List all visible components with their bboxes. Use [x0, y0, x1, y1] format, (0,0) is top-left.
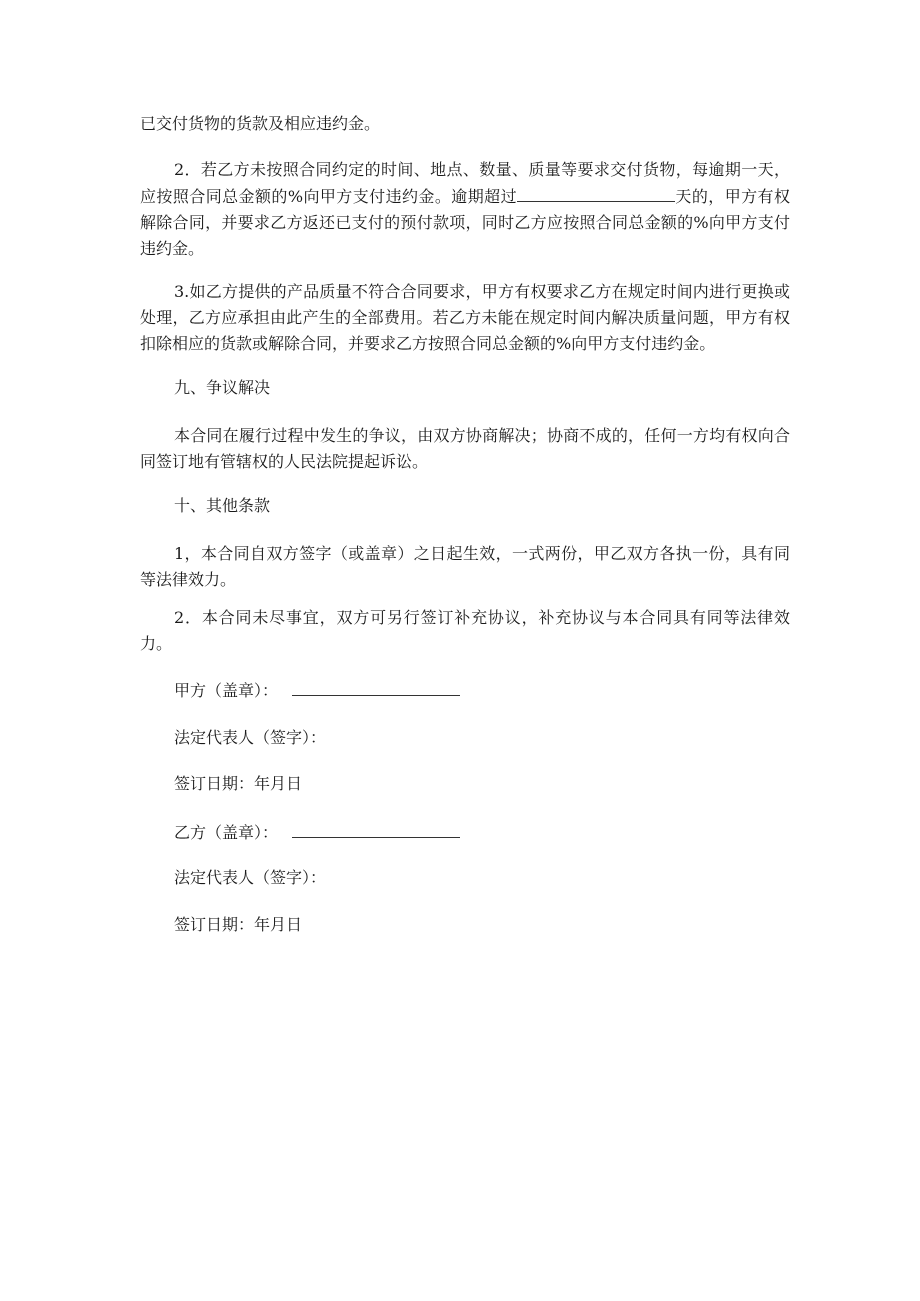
party-a-seal-line	[174, 677, 460, 704]
section-10-heading: 十、其他条款	[174, 496, 271, 515]
section-9-heading: 九、争议解决	[174, 378, 271, 397]
party-a-seal-blank	[292, 677, 460, 696]
clause-8-2-part-b: 天的，甲方有权解除合同，并要求乙方返还已支付的预付款项，同时乙方应按照合同总金额的%向甲方支付违约金。	[140, 187, 790, 258]
clause-8-2-part-a: 2．若乙方未按照合同约定的时间、地点、数量、质量等要求交付货物，每逾期一天，应按照合同总金额的%向甲方支付违约金。逾期超过	[140, 160, 790, 206]
party-a-sign-date: 签订日期：年月日	[174, 774, 303, 793]
paragraph-continuation: 已交付货物的货款及相应违约金。	[140, 114, 381, 133]
party-b-seal-blank	[292, 819, 460, 838]
clause-10-1: 1，本合同自双方签字（或盖章）之日起生效，一式两份，甲乙双方各执一份，具有同等法律效力。	[140, 544, 790, 589]
party-b-sign-date: 签订日期：年月日	[174, 915, 303, 934]
party-a-representative: 法定代表人（签字）：	[174, 728, 327, 747]
party-b-seal-line	[174, 819, 460, 846]
clause-10-2: 2．本合同未尽事宜，双方可另行签订补充协议，补充协议与本合同具有同等法律效力。	[140, 608, 790, 653]
party-a-seal-label: 甲方（盖章）：	[174, 681, 279, 700]
party-b-representative: 法定代表人（签字）：	[174, 868, 327, 887]
section-9-body: 本合同在履行过程中发生的争议，由双方协商解决；协商不成的，任何一方均有权向合同签订地有管辖权的人民法院提起诉讼。	[140, 426, 790, 471]
clause-8-2	[140, 157, 790, 262]
party-b-seal-label: 乙方（盖章）：	[174, 823, 279, 842]
clause-8-3: 3.如乙方提供的产品质量不符合合同要求，甲方有权要求乙方在规定时间内进行更换或处理，乙方应承担由此产生的全部费用。若乙方未能在规定时间内解决质量问题，甲方有权扣除相应的货款或解除合同，并要求乙方按照合同总金额的%向甲方支付违约金。	[140, 282, 790, 353]
overdue-days-blank	[517, 183, 675, 202]
